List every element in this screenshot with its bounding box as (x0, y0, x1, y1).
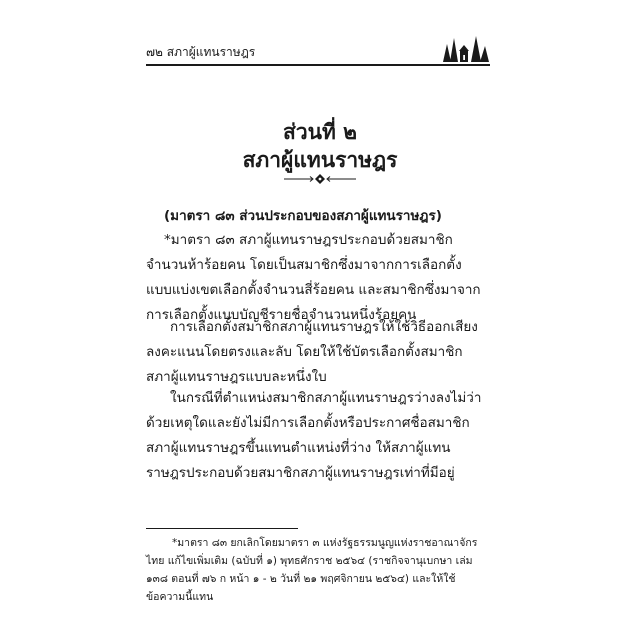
section-number-title: ส่วนที่ ๒ (283, 120, 357, 144)
footnote: *มาตรา ๘๓ ยกเลิกโดยมาตรา ๓ แห่งรัฐธรรมนูญแห่งราชอาณาจักรไทย แก้ไขเพิ่มเติม (ฉบับที่ ๑) พุทธศักราช ๒๕๖๔ (ราชกิจจานุเบกษา เล่ม ๑๓๘ ตอนที่ ๗๖ ก หน้า ๑ - ๒ วันที่ ๒๑ พฤศจิกายน ๒๕๖๔) และให้ใช้ข้อความนี้แทน (146, 537, 478, 603)
section-name-title: สภาผู้แทนราษฎร (242, 148, 398, 172)
article-heading: (มาตรา ๘๓ ส่วนประกอบของสภาผู้แทนราษฎร) (164, 208, 442, 224)
article-paragraph-1: *มาตรา ๘๓ สภาผู้แทนราษฎรประกอบด้วยสมาชิกจำนวนห้าร้อยคน โดยเป็นสมาชิกซึ่งมาจากการเลือกตั้งแบบแบ่งเขตเลือกตั้งจำนวนสี่ร้อยคน และสมาชิกซึ่งมาจากการเลือกตั้งแบบบัญชีรายชื่อจำนวนหนึ่งร้อยคน (146, 232, 481, 323)
article-paragraph-2: การเลือกตั้งสมาชิกสภาผู้แทนราษฎรให้ใช้วิธีออกเสียงลงคะแนนโดยตรงและลับ โดยให้ใช้บัตรเลือกตั้งสมาชิกสภาผู้แทนราษฎรแบบละหนึ่งใบ (146, 319, 478, 385)
footnote-rule (146, 528, 298, 529)
page-number-header: ๗๒ สภาผู้แทนราษฎร (146, 45, 256, 59)
diamond-ornament-icon (280, 172, 360, 186)
article-paragraph-3: ในกรณีที่ตำแหน่งสมาชิกสภาผู้แทนราษฎรว่างลงไม่ว่าด้วยเหตุใดและยังไม่มีการเลือกตั้งหรือประกาศชื่อสมาชิกสภาผู้แทนราษฎรขึ้นแทนตำแหน่งที่ว่าง ให้สภาผู้แทนราษฎรประกอบด้วยสมาชิกสภาผู้แทนราษฎรเท่าที่มีอยู่ (146, 390, 482, 481)
header-rule (146, 64, 490, 66)
running-header (146, 40, 490, 66)
parliament-temple-icon (440, 36, 490, 64)
